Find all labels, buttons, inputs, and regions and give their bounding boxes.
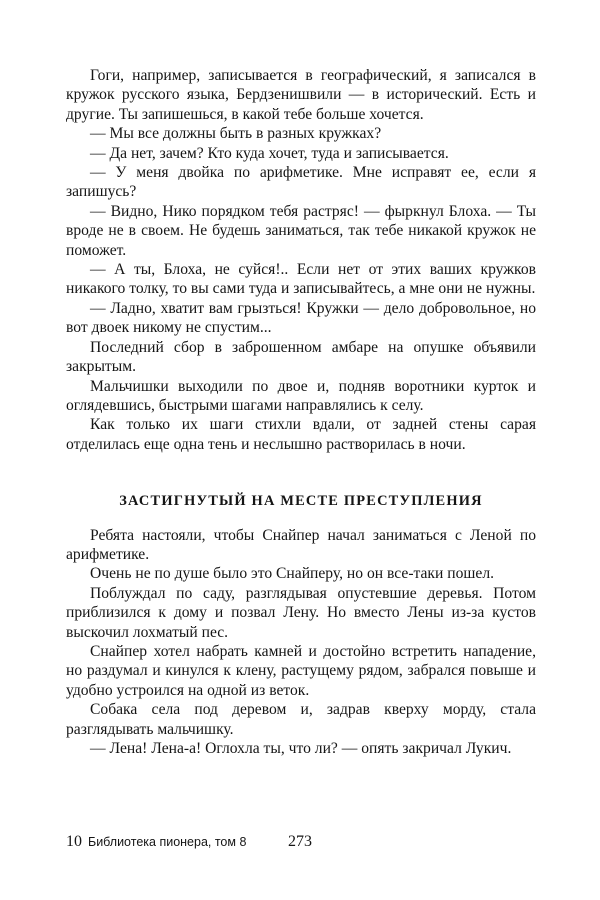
paragraph: — Лена! Лена-а! Оглохла ты, что ли? — опять закричал Лукич. [90,740,512,757]
paragraph: Мальчишки выходили по двое и, подняв воротники курток и оглядевшись, быстрыми шагами направлялись к селу. [66,377,536,414]
paragraph: Собака села под деревом и, задрав кверху морду, стала разглядывать мальчишку. [66,701,536,738]
paragraph: Гоги, например, записывается в географический, я записался в кружок русского языка, Бердзенишвили — в исторический. Есть и другие. Ты запишешься, в какой тебе больше хочется. [66,67,536,123]
paragraph: Ребята настояли, чтобы Снайпер начал заниматься с Леной по арифметике. [66,526,536,563]
paragraph: Поблуждал по саду, разглядывая опустевшие деревья. Потом приблизился к дому и позвал Лену. Но вместо Лены из-за кустов выскочил лохматый пес. [66,584,536,641]
paragraph: — Да нет, зачем? Кто куда хочет, туда и записывается. [90,144,449,162]
paragraph: — У меня двойка по арифметике. Мне исправят ее, если я запишусь? [66,164,536,201]
page-number: 273 [288,833,312,850]
paragraph: — Мы все должны быть в разных кружках? [90,125,382,143]
paragraph: Последний сбор в заброшенном амбаре на опушке объявили закрытым. [66,338,536,376]
paragraph: Снайпер хотел набрать камней и достойно встретить нападение, но раздумал и кинулся к клену, растущему рядом, забрался повыше и удобно устроился на одной из веток. [66,642,536,699]
signature-number: 10 [66,833,82,850]
paragraph: — Ладно, хватит вам грызться! Кружки — дело добровольное, но вот двоек никому не спустим... [66,299,536,337]
signature-text: Библиотека пионера, том 8 [88,835,247,849]
paragraph: — А ты, Блоха, не суйся!.. Если нет от этих ваших кружков никакого толку, то вы сами туда и записывайтесь, а мне они не нужны. [66,261,536,298]
paragraph: Как только их шаги стихли вдали, от задней стены сарая отделилась еще одна тень и неслышно растворилась в ночи. [66,416,536,453]
chapter-heading: ЗАСТИГНУТЫЙ НА МЕСТЕ ПРЕСТУПЛЕНИЯ [119,493,483,510]
paragraph: Очень не по душе было это Снайперу, но он все-таки пошел. [90,565,495,583]
page-body [66,66,536,758]
page-footer [66,833,536,853]
paragraph: — Видно, Нико порядком тебя растряс! — фыркнул Блоха. — Ты вроде не в своем. Не будешь заниматься, так тебе никакой кружок не поможет. [66,202,536,259]
